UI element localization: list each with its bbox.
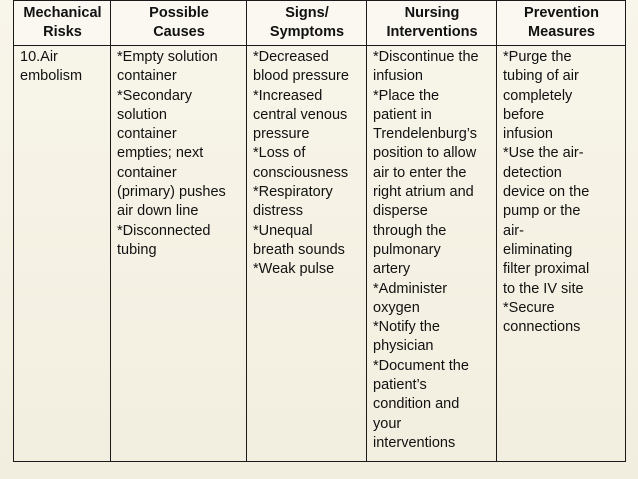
cell-text-line: *Unequal: [253, 222, 313, 239]
cell-text-line: *Use the air-: [503, 145, 584, 162]
cell-prevention: [497, 46, 626, 462]
cell-text-line: right atrium and: [373, 184, 474, 201]
cell-text-line: (primary) pushes: [117, 184, 226, 201]
cell-text-line: filter proximal: [503, 261, 590, 278]
cell-text-line: blood pressure: [253, 68, 349, 85]
cell-text-line: oxygen: [373, 299, 420, 316]
cell-text-line: container: [117, 68, 177, 85]
cell-text-line: *Discontinue the: [373, 49, 479, 65]
cell-text-line: infusion: [503, 126, 553, 143]
cell-text-line: central venous: [253, 106, 348, 123]
cell-text-line: detection: [503, 164, 562, 181]
cell-text-line: container: [117, 164, 177, 181]
cell-text-line: embolism: [20, 68, 83, 85]
header-nursing-interventions: Nursing Interventions: [367, 1, 497, 46]
cell-text-line: *Weak pulse: [253, 261, 335, 278]
cell-text-line: consciousness: [253, 164, 349, 181]
cell-text-line: empties; next: [117, 145, 204, 162]
cell-text-line: interventions: [373, 434, 456, 451]
cell-text-line: Trendelenburg’s: [373, 126, 477, 143]
cell-text-line: *Loss of: [253, 145, 306, 162]
cell-text-line: *Notify the: [373, 319, 440, 336]
header-signs-symptoms: Signs/ Symptoms: [247, 1, 367, 46]
cell-text-line: *Decreased: [253, 49, 329, 65]
cell-text-line: *Disconnected: [117, 222, 211, 239]
cell-text-line: pump or the: [503, 203, 581, 220]
cell-text-line: through the: [373, 222, 447, 239]
cell-text-line: container: [117, 126, 177, 143]
nursing-table: [13, 0, 626, 462]
cell-text-line: disperse: [373, 203, 428, 220]
cell-text-line: artery: [373, 261, 411, 278]
cell-text-line: distress: [253, 203, 303, 220]
cell-text-line: to the IV site: [503, 280, 584, 297]
cell-symptoms: [247, 46, 367, 462]
cell-text-line: 10.Air: [20, 49, 58, 65]
cell-text-line: device on the: [503, 184, 590, 201]
cell-text-line: eliminating: [503, 241, 573, 258]
cell-text-line: *Document the: [373, 357, 469, 374]
cell-text-line: connections: [503, 319, 581, 336]
cell-text-line: completely: [503, 87, 573, 104]
cell-text-line: *Increased: [253, 87, 323, 104]
cell-text-line: *Empty solution: [117, 49, 218, 65]
cell-text-line: physician: [373, 338, 434, 355]
header-prevention-measures: Prevention Measures: [497, 1, 626, 46]
cell-text-line: *Purge the: [503, 49, 572, 65]
cell-risk: [14, 46, 111, 462]
cell-text-line: air-: [503, 222, 524, 239]
cell-text-line: patient’s: [373, 377, 427, 394]
cell-text-line: *Administer: [373, 280, 448, 297]
cell-interventions: [367, 46, 497, 462]
cell-text-line: *Secure: [503, 299, 555, 316]
header-row: [14, 1, 626, 46]
cell-text-line: pressure: [253, 126, 310, 143]
cell-text-line: infusion: [373, 68, 423, 85]
cell-text-line: breath sounds: [253, 241, 345, 258]
cell-text-line: *Place the: [373, 87, 440, 104]
cell-text-line: *Secondary: [117, 87, 192, 104]
cell-text-line: solution: [117, 106, 167, 123]
cell-text-line: tubing: [117, 241, 157, 258]
cell-text-line: condition and: [373, 396, 460, 413]
header-mechanical-risks: Mechanical Risks: [14, 1, 111, 46]
cell-causes: [111, 46, 247, 462]
cell-text-line: position to allow: [373, 145, 477, 162]
cell-text-line: tubing of air: [503, 68, 579, 85]
header-possible-causes: Possible Causes: [111, 1, 247, 46]
cell-text-line: before: [503, 106, 545, 123]
cell-text-line: *Respiratory: [253, 184, 333, 201]
cell-text-line: patient in: [373, 106, 432, 123]
cell-text-line: air to enter the: [373, 164, 467, 181]
cell-text-line: your: [373, 415, 402, 432]
table-row: [14, 46, 626, 462]
cell-text-line: air down line: [117, 203, 199, 220]
cell-text-line: pulmonary: [373, 241, 441, 258]
